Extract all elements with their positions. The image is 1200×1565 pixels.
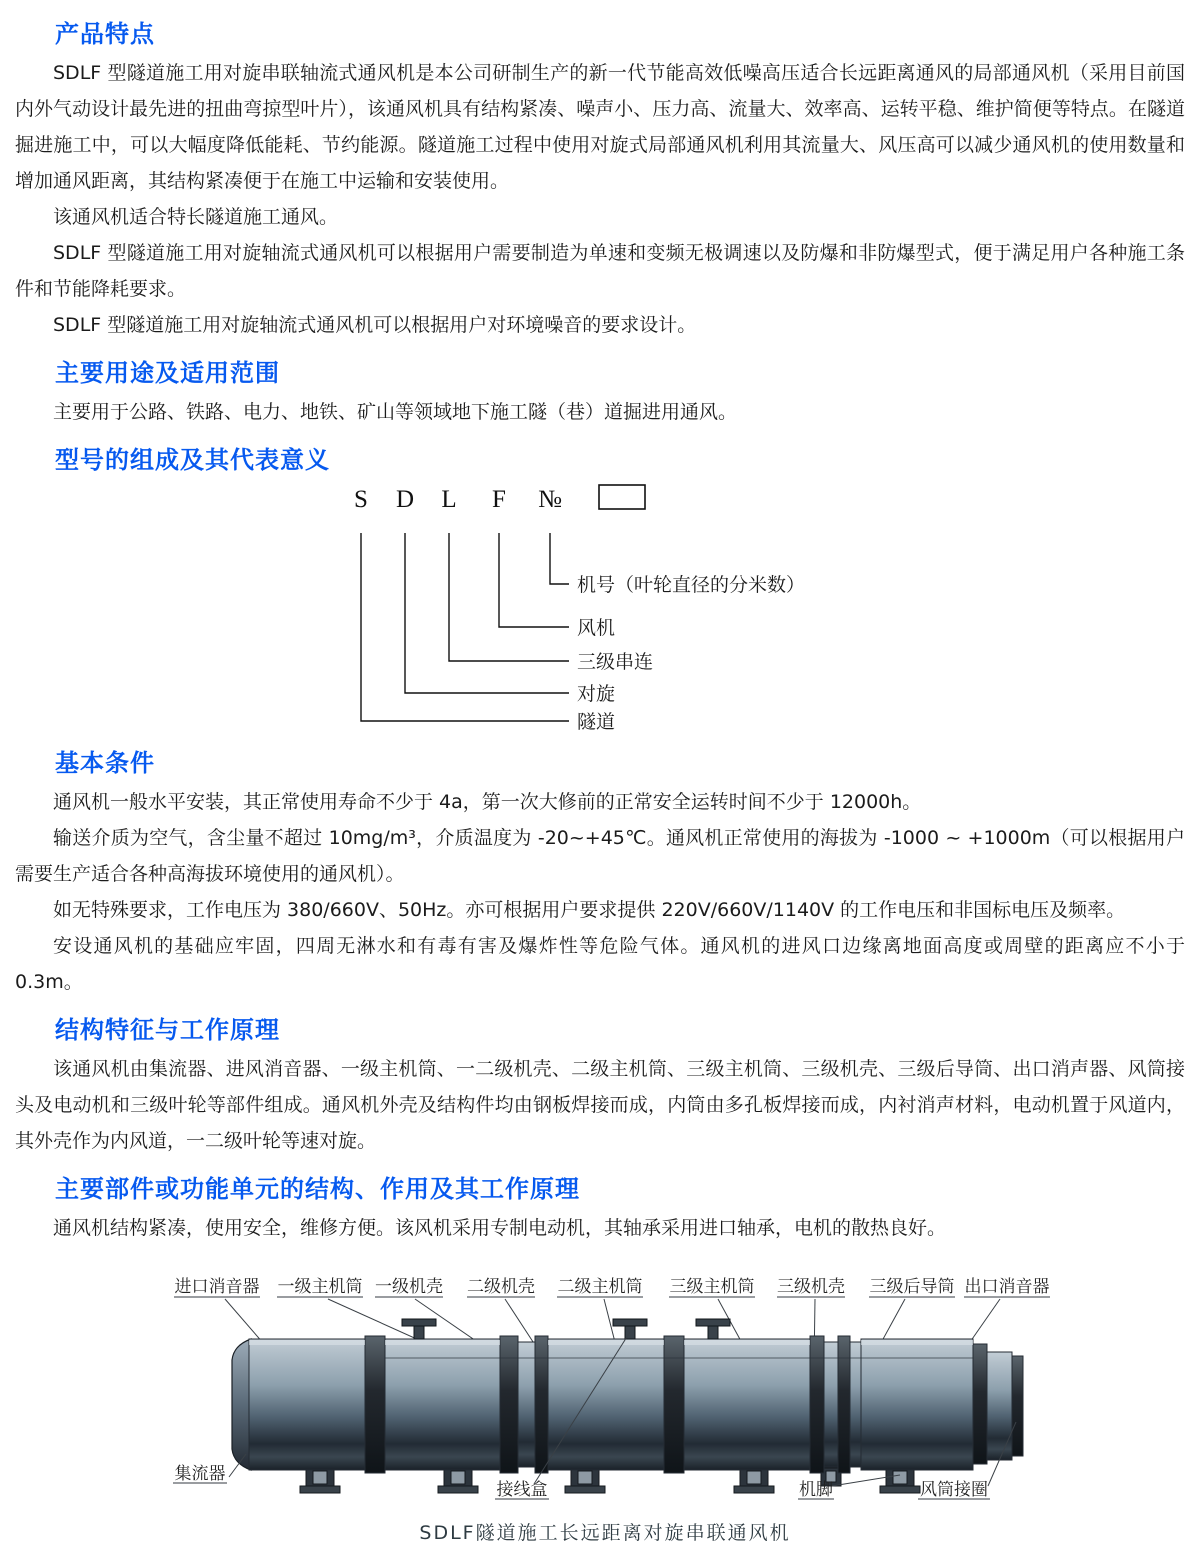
paragraph-basic-1: 通风机一般水平安装，其正常使用寿命不少于 4a，第一次大修前的正常安全运转时间不少于 12000h。 xyxy=(53,791,922,813)
heading-model-code: 型号的组成及其代表意义 xyxy=(55,446,330,474)
model-letter-f: F xyxy=(492,486,506,513)
paragraph-main-components: 通风机结构紧凑，使用安全，维修方便。该风机采用专制电动机，其轴承采用进口轴承，电机的散热良好。 xyxy=(53,1217,947,1239)
label-outlet-silencer: 出口消音器 xyxy=(964,1277,1050,1297)
heading-product-features: 产品特点 xyxy=(55,20,155,48)
model-label-fan: 风机 xyxy=(577,617,616,639)
label-inlet-silencer: 进口消音器 xyxy=(174,1277,260,1297)
paragraph-product-features-1: SDLF 型隧道施工用对旋串联轴流式通风机是本公司研制生产的新一代节能高效低噪高压适合长远距离通风的局部通风机（采用目前国内外气动设计最先进的扭曲弯掠型叶片），该通风机具有结构紧凑、噪声小、压力高、流量大、效率高、运转平稳、维护简便等特点。在隧道掘进施工中，可以大幅度降低能耗、节约能源。隧道施工过程中使用对旋式局部通风机利用其流量大、风压高可以减少通风机的使用数量和增加通风距离，其结构紧凑便于在施工中运输和安装使用。 xyxy=(15,62,1185,192)
mount-foot xyxy=(300,1468,340,1493)
model-letter-s: S xyxy=(354,486,368,513)
mount-foot xyxy=(880,1468,920,1493)
junction-cap xyxy=(402,1319,436,1339)
flange-ring xyxy=(810,1336,824,1473)
label-stage1-main-tube: 一级主机筒 xyxy=(277,1277,363,1297)
mount-foot xyxy=(734,1468,774,1493)
casing-ring-light xyxy=(850,1342,861,1467)
flange-ring xyxy=(500,1336,518,1473)
model-label-three-stage-series: 三级串连 xyxy=(577,651,654,673)
paragraph-usage: 主要用于公路、铁路、电力、地铁、矿山等领域地下施工隧（巷）道掘进用通风。 xyxy=(53,401,738,423)
mount-foot xyxy=(565,1468,605,1493)
model-line-no xyxy=(550,533,569,584)
model-number-box xyxy=(599,485,645,509)
label-machine-foot: 机脚 xyxy=(799,1480,833,1500)
fan-structure-drawing xyxy=(130,1272,1080,1512)
paragraph-basic-4: 安设通风机的基础应牢固，四周无淋水和有毒有害及爆炸性等危险气体。通风机的进风口边缘离地面高度或周壁的距离应不小于 0.3m。 xyxy=(15,935,1185,993)
paragraph-structure: 该通风机由集流器、进风消音器、一级主机筒、一二级机壳、二级主机筒、三级主机筒、三级机壳、三级后导筒、出口消声器、风筒接头及电动机和三级叶轮等部件组成。通风机外壳及结构件均由钢板焊接而成，内筒由多孔板焊接而成，内衬消声材料，电动机置于风道内，其外壳作为内风道，一二级叶轮等速对旋。 xyxy=(15,1058,1185,1152)
label-junction-box: 接线盒 xyxy=(496,1480,548,1500)
outlet-step-cylinder xyxy=(987,1352,1012,1460)
casing-ring-light xyxy=(518,1342,535,1467)
heading-basic-conditions: 基本条件 xyxy=(55,749,155,777)
label-stage2-main-tube: 二级主机筒 xyxy=(557,1277,643,1297)
paragraph-product-features-2: 该通风机适合特长隧道施工通风。 xyxy=(53,206,339,228)
flange-ring xyxy=(664,1336,684,1473)
model-line-f xyxy=(499,533,569,627)
flange-ring xyxy=(365,1336,385,1473)
flange-ring xyxy=(838,1336,850,1473)
model-line-d xyxy=(405,533,569,693)
junction-cap xyxy=(613,1319,647,1339)
paragraph-product-features-4: SDLF 型隧道施工用对旋轴流式通风机可以根据用户对环境噪音的要求设计。 xyxy=(53,314,697,336)
fan-body xyxy=(249,1336,1023,1473)
flange-ring xyxy=(535,1336,548,1473)
figure-caption: SDLF隧道施工长远距离对旋串联通风机 xyxy=(419,1522,791,1544)
label-collector: 集流器 xyxy=(174,1464,226,1484)
model-code-figure xyxy=(337,481,877,733)
model-label-fan-number: 机号（叶轮直径的分米数） xyxy=(577,574,806,596)
paragraph-product-features-3: SDLF 型隧道施工用对旋轴流式通风机可以根据用户需要制造为单速和变频无极调速以及防爆和非防爆型式，便于满足用户各种施工条件和节能降耗要求。 xyxy=(15,242,1185,300)
bell-mouth xyxy=(232,1339,251,1470)
fan-figure xyxy=(130,1272,1080,1545)
model-label-counter-rotating: 对旋 xyxy=(577,683,616,705)
flange-ring xyxy=(973,1344,987,1464)
paragraph-basic-3: 如无特殊要求，工作电压为 380/660V、50Hz。亦可根据用户要求提供 220V/660V/1140V 的工作电压和非国标电压及频率。 xyxy=(53,899,1126,921)
section-rear-guide-duct xyxy=(861,1339,973,1470)
paragraph-basic-2: 输送介质为空气，含尘量不超过 10mg/m³，介质温度为 -20~+45℃。通风机正常使用的海拔为 -1000 ~ +1000m（可以根据用户需要生产适合各种高海拔环境使用的通风机）。 xyxy=(15,827,1185,885)
label-stage3-main-tube: 三级主机筒 xyxy=(669,1277,755,1297)
heading-usage-scope: 主要用途及适用范围 xyxy=(55,359,280,387)
casing-ring-light xyxy=(824,1342,838,1467)
label-stage1-casing: 一级机壳 xyxy=(375,1277,443,1297)
section-stage1-main-tube xyxy=(385,1339,500,1470)
model-letter-l: L xyxy=(441,486,457,513)
label-stage3-rear-duct: 三级后导筒 xyxy=(869,1277,955,1297)
mount-foot xyxy=(438,1468,478,1493)
label-stage3-casing: 三级机壳 xyxy=(777,1277,845,1297)
model-letter-d: D xyxy=(395,486,415,513)
junction-cap xyxy=(696,1319,730,1339)
heading-main-components: 主要部件或功能单元的结构、作用及其工作原理 xyxy=(55,1175,580,1203)
model-label-tunnel: 隧道 xyxy=(577,711,616,733)
section-stage2-main-tube xyxy=(548,1339,664,1470)
label-stage2-casing: 二级机壳 xyxy=(467,1277,535,1297)
heading-structure-principle: 结构特征与工作原理 xyxy=(55,1016,280,1044)
label-duct-ring: 风筒接圈 xyxy=(920,1480,988,1500)
model-letter-no: № xyxy=(538,486,562,513)
duct-connection-ring xyxy=(1012,1356,1023,1456)
section-stage3-main-tube xyxy=(684,1339,810,1470)
model-line-l xyxy=(449,533,569,661)
section-inlet-silencer xyxy=(249,1339,365,1470)
